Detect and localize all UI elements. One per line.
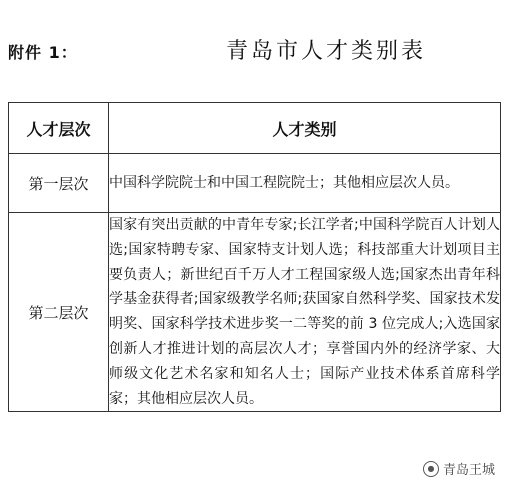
watermark-text: 青岛王城 [442,463,495,478]
table-header-row [9,103,501,154]
table-row [9,213,501,412]
category-cell: 中国科学院院士和中国工程院院士；其他相应层次人员。 [109,154,501,213]
level-cell: 第二层次 [9,213,109,412]
category-cell: 国家有突出贡献的中青年专家;长江学者;中国科学院百人计划人选;国家特聘专家、国家特支计划人选；科技部重大计划项目主要负责人；新世纪百千万人才工程国家级人选;国家杰出青年科学基金获得者;国家级教学名师;获国家自然科学奖、国家技术发明奖、国家科学技术进步奖一二等奖的前 3 位完成人;入选国家创新人才推进计划的高层次人才；享誉国内外的经济学家、大师级文化艺术名家和知名人士；国际产业技术体系首席科学家；其他相应层次人员。 [109,213,501,412]
table-row [9,154,501,213]
talent-category-table [8,102,501,412]
watermark [419,458,499,479]
column-header-category: 人才类别 [109,103,501,154]
document-title: 青岛市人才类别表 [226,39,427,64]
wechat-icon: ● [423,461,439,477]
level-cell: 第一层次 [9,154,109,213]
attachment-label: 附件 1： [8,43,78,62]
column-header-level: 人才层次 [9,103,109,154]
